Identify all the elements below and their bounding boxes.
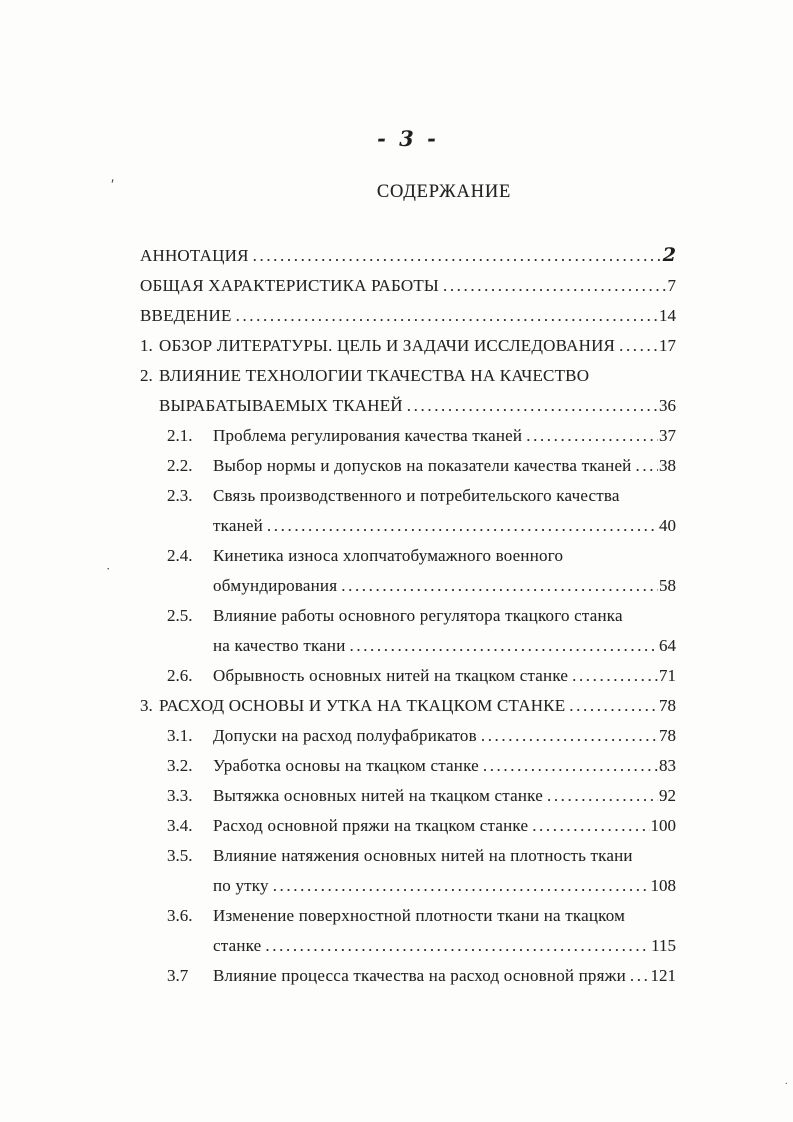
entry-page-number: 115 <box>651 936 676 955</box>
entry-title: ВЛИЯНИЕ ТЕХНОЛОГИИ ТКАЧЕСТВА НА КАЧЕСТВО <box>159 366 590 385</box>
entry-number: 3.4. <box>167 816 193 835</box>
toc-entry-line <box>140 361 676 391</box>
entry-page-number: 78 <box>659 726 676 745</box>
dot-leader <box>407 391 658 421</box>
dot-leader <box>350 631 659 661</box>
entry-page-number: 78 <box>659 696 676 715</box>
entry-page-number: 92 <box>659 786 676 805</box>
toc-entry-line <box>140 901 676 931</box>
entry-title: Проблема регулирования качества тканей <box>213 426 523 445</box>
entry-number: 2.1. <box>167 426 193 445</box>
entry-title: АННОТАЦИЯ <box>140 246 249 265</box>
toc-entry-line <box>140 481 676 511</box>
toc-entry-line <box>140 811 676 841</box>
page-title: СОДЕРЖАНИЕ <box>376 182 512 202</box>
entry-title: Кинетика износа хлопчатобумажного военного <box>213 546 564 565</box>
entry-title: по утку <box>213 876 269 895</box>
entry-page-number: 121 <box>650 966 676 985</box>
toc-entry-line <box>140 391 676 421</box>
entry-title: Обрывность основных нитей на ткацком станке <box>213 666 569 685</box>
dot-leader <box>526 421 658 451</box>
toc-entry-line <box>140 631 676 661</box>
entry-page-number: 38 <box>659 456 676 475</box>
dot-leader <box>236 301 658 331</box>
entry-title: Влияние работы основного регулятора ткацкого станка <box>213 606 623 625</box>
page-number: - 3 - <box>377 126 439 151</box>
toc-entry-line <box>140 931 676 961</box>
entry-title: ОБЗОР ЛИТЕРАТУРЫ. ЦЕЛЬ И ЗАДАЧИ ИССЛЕДОВАНИЯ <box>159 336 616 355</box>
toc-entry-line <box>140 661 676 691</box>
entry-page-number: 2 <box>662 244 676 266</box>
entry-number: 3.5. <box>167 846 193 865</box>
toc-entry-line <box>140 511 676 541</box>
entry-number: 3.7 <box>167 966 189 985</box>
dot-leader <box>532 811 649 841</box>
scan-artifact-speck: . <box>785 1075 788 1087</box>
entry-title: Уработка основы на ткацком станке <box>213 756 479 775</box>
entry-number: 2.6. <box>167 666 193 685</box>
entry-page-number: 58 <box>659 576 676 595</box>
entry-number: 3.6. <box>167 906 193 925</box>
entry-page-number: 17 <box>659 336 676 355</box>
toc-entry-line <box>140 301 676 331</box>
dot-leader <box>569 691 658 721</box>
entry-number: 3.3. <box>167 786 193 805</box>
scan-artifact-tick: ʹ <box>111 177 115 193</box>
table-of-contents <box>140 240 676 991</box>
toc-entry-line <box>140 841 676 871</box>
entry-title: Влияние натяжения основных нитей на плотность ткани <box>213 846 633 865</box>
entry-number: 2.5. <box>167 606 193 625</box>
entry-title: Выбор нормы и допусков на показатели качества тканей <box>213 456 632 475</box>
dot-leader <box>443 271 667 301</box>
toc-entry-line <box>140 331 676 361</box>
entry-title: обмундирования <box>213 576 338 595</box>
entry-page-number: 40 <box>659 516 676 535</box>
dot-leader <box>619 331 658 361</box>
toc-entry-line <box>140 751 676 781</box>
dot-leader <box>273 871 650 901</box>
entry-title: ВВЕДЕНИЕ <box>140 306 232 325</box>
entry-title: Допуски на расход полуфабрикатов <box>213 726 477 745</box>
entry-number: 3.2. <box>167 756 193 775</box>
entry-number: 2.2. <box>167 456 193 475</box>
entry-number: 2. <box>140 366 153 385</box>
entry-title: ВЫРАБАТЫВАЕМЫХ ТКАНЕЙ <box>159 396 403 415</box>
toc-entry-line <box>140 781 676 811</box>
entry-page-number: 37 <box>659 426 676 445</box>
toc-entry-line <box>140 601 676 631</box>
entry-page-number: 71 <box>659 666 676 685</box>
dot-leader <box>572 661 658 691</box>
scan-artifact-dot: · <box>106 561 111 576</box>
entry-title: Расход основной пряжи на ткацком станке <box>213 816 529 835</box>
entry-page-number: 83 <box>659 756 676 775</box>
entry-title: Влияние процесса ткачества на расход основной пряжи <box>213 966 626 985</box>
entry-page-number: 64 <box>659 636 676 655</box>
dot-leader <box>267 511 658 541</box>
entry-title: Вытяжка основных нитей на ткацком станке <box>213 786 543 805</box>
toc-entry-line <box>140 541 676 571</box>
toc-entry-line <box>140 240 676 271</box>
entry-title: РАСХОД ОСНОВЫ И УТКА НА ТКАЦКОМ СТАНКЕ <box>159 696 566 715</box>
dot-leader <box>341 571 658 601</box>
entry-page-number: 100 <box>650 816 676 835</box>
entry-page-number: 7 <box>667 276 676 295</box>
entry-title: Связь производственного и потребительского качества <box>213 486 620 505</box>
dot-leader <box>630 961 650 991</box>
entry-page-number: 108 <box>650 876 676 895</box>
entry-page-number: 36 <box>659 396 676 415</box>
toc-entry-line <box>140 871 676 901</box>
toc-entry-line <box>140 421 676 451</box>
dot-leader <box>483 751 658 781</box>
entry-title: тканей <box>213 516 263 535</box>
dot-leader <box>265 931 650 961</box>
entry-number: 3.1. <box>167 726 193 745</box>
entry-title: на качество ткани <box>213 636 346 655</box>
dot-leader <box>635 451 658 481</box>
entry-page-number: 14 <box>659 306 676 325</box>
dot-leader <box>481 721 658 751</box>
toc-entry-line <box>140 571 676 601</box>
toc-entry-line <box>140 271 676 301</box>
dot-leader <box>253 241 662 271</box>
entry-number: 2.4. <box>167 546 193 565</box>
toc-entry-line <box>140 691 676 721</box>
entry-number: 2.3. <box>167 486 193 505</box>
dot-leader <box>547 781 658 811</box>
toc-entry-line <box>140 721 676 751</box>
entry-title: станке <box>213 936 262 955</box>
toc-entry-line <box>140 961 676 991</box>
entry-number: 1. <box>140 336 153 355</box>
entry-number: 3. <box>140 696 153 715</box>
toc-entry-line <box>140 451 676 481</box>
entry-title: ОБЩАЯ ХАРАКТЕРИСТИКА РАБОТЫ <box>140 276 439 295</box>
entry-title: Изменение поверхностной плотности ткани на ткацком <box>213 906 626 925</box>
